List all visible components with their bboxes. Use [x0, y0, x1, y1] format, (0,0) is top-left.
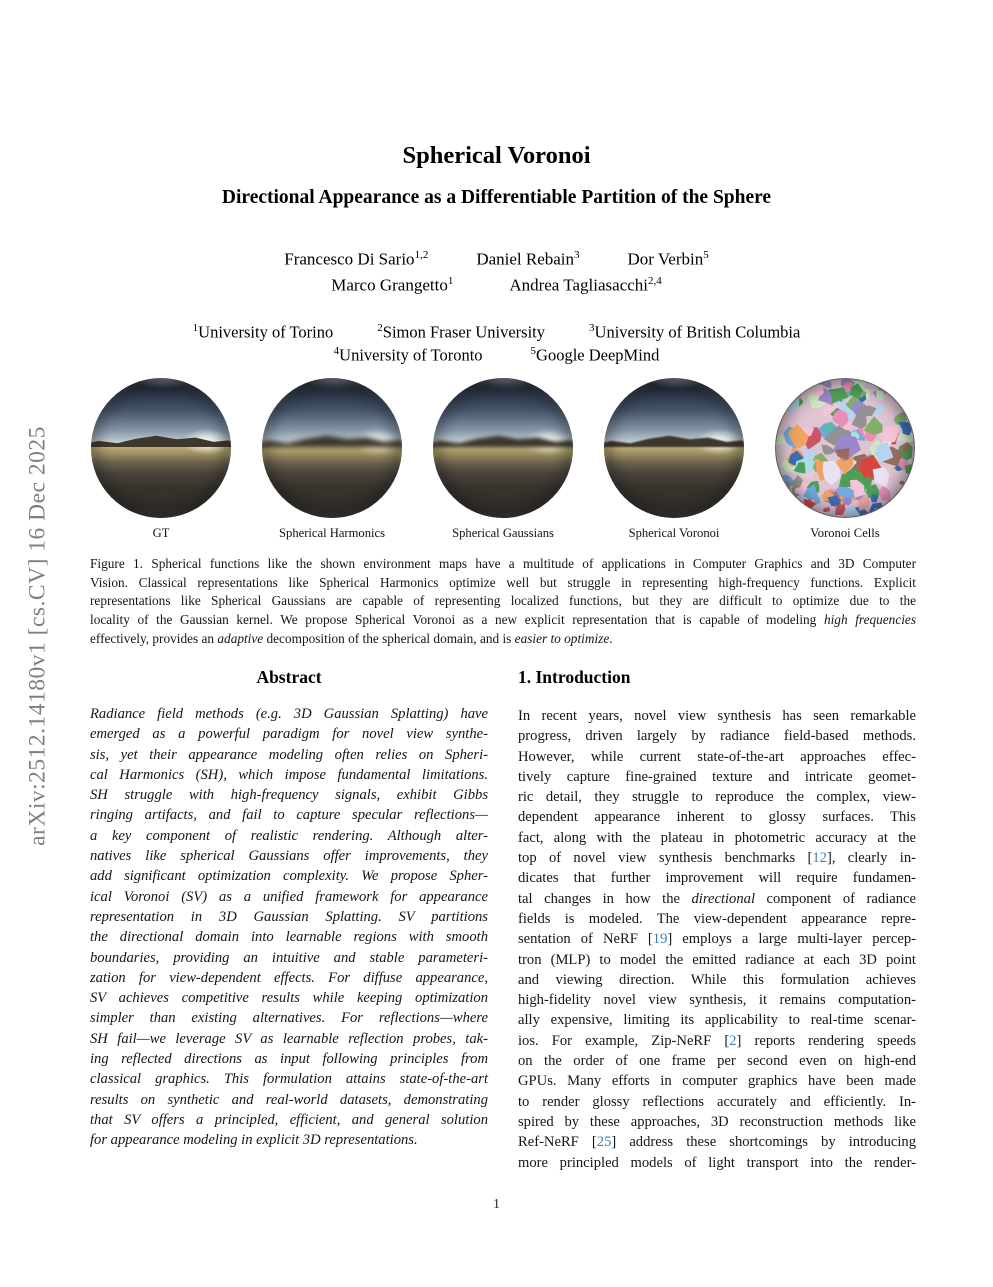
text-segment: ] employs a large multi-layer percep- [667, 931, 916, 948]
text-line [90, 574, 916, 593]
text-segment: directional [691, 890, 755, 907]
text-segment: tal changes in how the [518, 890, 692, 907]
affiliation [334, 345, 483, 366]
author-affil-sup: 1 [447, 275, 454, 287]
text-line [518, 726, 916, 746]
figure1-label: Spherical Harmonics [279, 526, 385, 540]
text-segment: GPUs. Many efforts in computer graphics have been made [518, 1073, 916, 1090]
sphere-image-spherical-gaussians [433, 378, 573, 518]
figure1-images [90, 378, 916, 541]
text-segment: spired by these approaches, 3D reconstruction methods like [518, 1113, 916, 1130]
arxiv-watermark: arXiv:2512.14180v1 [cs.CV] 16 Dec 2025 [24, 426, 51, 846]
text-line [518, 767, 916, 787]
text-line [518, 1051, 916, 1071]
author-affil-sup: 3 [574, 249, 580, 261]
text-segment: ric detail, they struggle to reproduce the complex, view- [518, 789, 916, 806]
author-name: Andrea Tagliasacchi [509, 275, 649, 295]
affiliation [377, 322, 545, 343]
author-name: Dor Verbin [627, 249, 704, 269]
affil-name: University of Toronto [339, 345, 483, 365]
figure1-label: Spherical Voronoi [628, 526, 720, 540]
text-segment: However, while current state-of-the-art approaches effec- [518, 748, 916, 765]
author [476, 249, 579, 270]
affiliations-row-2 [0, 345, 993, 366]
text-line: results on synthetic and real-world datasets, demonstrating [90, 1091, 488, 1108]
author-affil-sup: 5 [703, 249, 709, 261]
figure1-item-spherical-harmonics [261, 378, 403, 541]
text-line [518, 868, 916, 888]
text-line [518, 990, 916, 1010]
text-line [518, 807, 916, 827]
text-segment: effectively, provides an [90, 630, 218, 646]
figure1-item-spherical-gaussians [432, 378, 574, 541]
text-line [518, 1132, 916, 1152]
text-line: for appearance modeling in explicit 3D representations. [90, 1132, 418, 1149]
text-segment: fields is modeled. The view-dependent appearance repre- [518, 910, 916, 927]
text-segment: dependent appearance inherent to glossy surfaces. This [518, 809, 916, 826]
sphere-image-gt [91, 378, 231, 518]
text-segment: ] reports rendering speeds [736, 1032, 916, 1049]
text-line [90, 555, 916, 574]
voronoi-cells-svg [775, 378, 915, 518]
text-line: add significant optimization complexity. We propose Spher- [90, 868, 488, 885]
author [284, 249, 428, 270]
text-segment: and viewing direction. While this formulation achieves [518, 971, 916, 988]
text-line: Radiance field methods (e.g. 3D Gaussian Splatting) have [90, 706, 488, 722]
text-segment: top of novel view synthesis benchmarks [ [518, 850, 813, 867]
figure1-item-voronoi-cells [774, 378, 916, 541]
affil-sup: 5 [530, 345, 537, 357]
authors-row-2 [0, 275, 993, 296]
text-line [518, 950, 916, 970]
voronoi-cell [893, 496, 900, 504]
text-segment: Vision. Classical representations like Spherical Harmonics optimize well but struggle in representing high-frequency functions. Explicit [90, 574, 916, 590]
citation-link[interactable]: 12 [812, 850, 827, 867]
text-segment: In recent years, novel view synthesis has seen remarkable [518, 708, 916, 724]
text-line: emerged as a powerful paradigm for novel view synthe- [90, 726, 488, 743]
affiliation [531, 345, 660, 366]
text-line: ical Voronoi (SV) as a unified framework for appearance [90, 888, 488, 905]
text-line: SH fail—we leverage SV as learnable reflection probes, tak- [90, 1030, 488, 1047]
author-name: Daniel Rebain [476, 249, 575, 269]
text-segment: on the order of one frame per second even on high-end [518, 1053, 916, 1070]
sphere-image-spherical-voronoi [604, 378, 744, 518]
author [331, 275, 453, 296]
paper-title: Spherical Voronoi [402, 142, 591, 169]
text-segment: high frequencies [823, 612, 916, 628]
text-line: representation in 3D Gaussian Splatting. SV partitions [90, 908, 488, 925]
page-number: 1 [493, 1196, 500, 1211]
text-segment: ] address these shortcomings by introducing [611, 1134, 916, 1151]
text-line [90, 630, 916, 649]
abstract-section [90, 667, 488, 1151]
affiliation [193, 322, 334, 343]
introduction-heading: 1. Introduction [518, 667, 631, 687]
author-name: Francesco Di Sario [284, 249, 415, 269]
paper-subtitle: Directional Appearance as a Differentiable Partition of the Sphere [221, 187, 772, 208]
affil-sup: 2 [377, 322, 383, 334]
text-line [518, 889, 916, 909]
text-segment: component of radiance [755, 890, 916, 907]
sphere-image-voronoi-cells [775, 378, 915, 518]
citation-link[interactable]: 19 [652, 931, 668, 948]
citation-link[interactable]: 2 [729, 1032, 737, 1049]
author [509, 275, 661, 296]
text-line [90, 611, 916, 630]
abstract-heading: Abstract [256, 667, 322, 687]
text-line: cal Harmonics (SH), which impose fundamental limitations. [90, 766, 488, 783]
voronoi-cell [792, 393, 798, 400]
text-line [518, 1153, 916, 1173]
text-segment: decomposition of the spherical domain, and is [263, 630, 515, 646]
affiliations-row-1 [0, 322, 993, 343]
text-segment: ally expensive, limiting its applicability to real-time scenar- [518, 1012, 916, 1029]
author-affil-sup: 2,4 [648, 275, 662, 287]
abstract-text [90, 704, 488, 1151]
environment-reflection [262, 378, 402, 518]
voronoi-cell [905, 464, 915, 474]
text-line: boundaries, providing an intuitive and stable parameteri- [90, 949, 488, 966]
text-segment: Figure 1. Spherical functions like the shown environment maps have a multitude of applications in Computer Graphics and 3D Computer [90, 556, 916, 571]
citation-link[interactable]: 25 [596, 1134, 612, 1151]
voronoi-cell [818, 378, 825, 384]
author-name: Marco Grangetto [331, 275, 448, 295]
text-line [518, 848, 916, 868]
figure1-caption [90, 555, 916, 649]
affil-sup: 1 [192, 322, 199, 334]
text-line: ing reflected directions as input following principles from [90, 1051, 488, 1068]
text-line: a key component of realistic rendering. Although alter- [90, 827, 488, 844]
affil-name: University of Torino [198, 322, 334, 342]
affil-name: University of British Columbia [594, 322, 801, 342]
environment-reflection [91, 378, 231, 518]
authors-row-1 [0, 249, 993, 270]
sphere-image-spherical-harmonics [262, 378, 402, 518]
text-segment: tively capture fine-grained texture and intricate geomet- [518, 768, 916, 785]
affil-name: Simon Fraser University [382, 322, 546, 342]
text-line: ringing artifacts, and fail to capture specular reflections— [90, 807, 488, 824]
author-affil-sup: 1,2 [414, 249, 429, 261]
environment-reflection [604, 378, 744, 518]
text-line [518, 1092, 916, 1112]
introduction-section [518, 667, 916, 1173]
text-line: sis, yet their appearance modeling often relies on Spheri- [90, 746, 488, 763]
text-line [518, 929, 916, 949]
text-segment: ], clearly in- [826, 850, 916, 867]
author [628, 249, 709, 270]
text-segment: more principled models of light transport into the render- [518, 1154, 916, 1171]
introduction-text [518, 706, 916, 1173]
figure1-label: GT [152, 526, 170, 540]
text-line: zation for view-dependent effects. For diffuse appearance, [90, 969, 488, 986]
voronoi-cell [875, 509, 883, 516]
figure1-label: Voronoi Cells [810, 526, 880, 540]
text-line: simpler than existing alternatives. For reflections—where [90, 1010, 488, 1027]
figure1-item-spherical-voronoi [603, 378, 745, 541]
text-line [518, 1010, 916, 1030]
text-segment: ios. For example, Zip-NeRF [ [518, 1032, 730, 1049]
text-segment: tron (MLP) to model the emitted radiance at each 3D point [518, 951, 916, 968]
text-segment: Ref-NeRF [ [518, 1134, 597, 1151]
text-segment: adaptive [217, 630, 264, 646]
text-line: the directional domain into learnable regions with smooth [90, 929, 488, 946]
figure1-label: Spherical Gaussians [452, 526, 554, 540]
affiliation [589, 322, 800, 343]
text-line [518, 1112, 916, 1132]
figure1-item-gt [90, 378, 232, 541]
text-line [518, 787, 916, 807]
affil-sup: 4 [333, 345, 340, 357]
text-line [90, 592, 916, 611]
text-segment: sentation of NeRF [ [518, 931, 653, 948]
text-line: SV achieves competitive results while keeping optimization [90, 990, 488, 1007]
text-line [518, 706, 916, 726]
text-line [518, 828, 916, 848]
affil-sup: 3 [589, 322, 595, 334]
text-line [518, 909, 916, 929]
text-segment: . [609, 630, 613, 646]
text-line: classical graphics. This formulation attains state-of-the-art [90, 1071, 488, 1088]
affil-name: Google DeepMind [536, 345, 660, 365]
text-line: that SV offers a principled, efficient, and general solution [90, 1111, 488, 1128]
text-segment: fact, along with the plateau in photometric accuracy at the [518, 829, 916, 846]
text-line: natives like spherical Gaussians offer improvements, they [90, 848, 488, 865]
text-segment: easier to optimize [514, 630, 610, 646]
text-line: SH struggle with high-frequency signals, exhibit Gibbs [90, 787, 488, 804]
text-line [518, 970, 916, 990]
text-line [518, 1071, 916, 1091]
text-segment: representations like Spherical Gaussians are capable of representing localized functions, but they are difficult to optimize due to the [90, 593, 916, 609]
text-segment: locality of the Gaussian kernel. We propose Spherical Voronoi as a new explicit representation that is capable of modeling [90, 612, 824, 628]
text-segment: to render glossy reflections accurately and efficiently. In- [518, 1093, 916, 1110]
environment-reflection [433, 378, 573, 518]
text-line [518, 747, 916, 767]
text-segment: dicates that further improvement will require fundamen- [518, 870, 916, 887]
voronoi-cell [874, 508, 879, 513]
text-line [518, 1031, 916, 1051]
text-segment: progress, driven largely by radiance field-based methods. [518, 728, 916, 745]
text-segment: high-fidelity novel view synthesis, it remains computation- [518, 992, 916, 1009]
